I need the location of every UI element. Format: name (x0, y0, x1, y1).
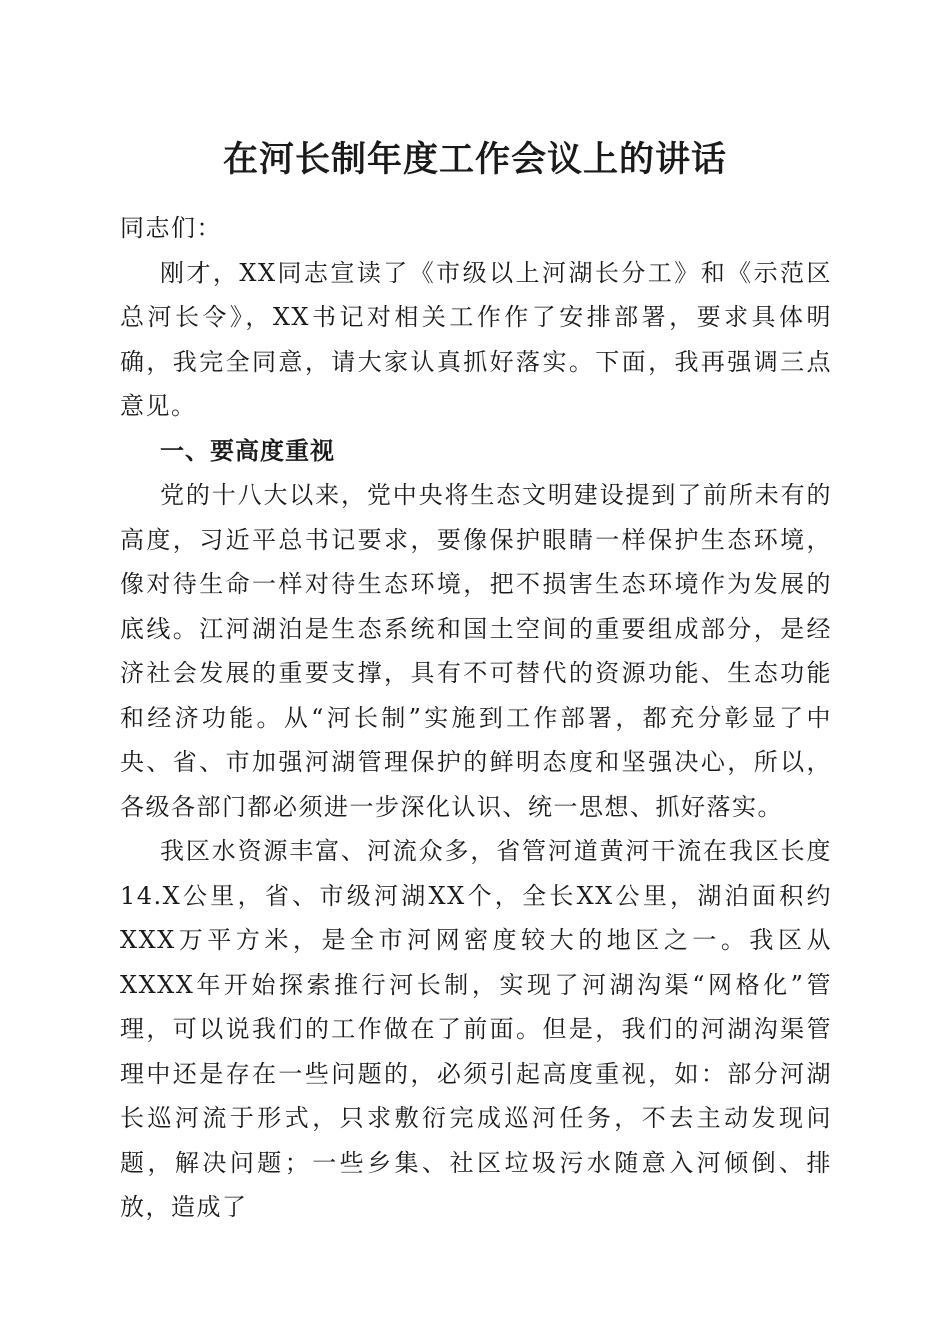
document-title: 在河长制年度工作会议上的讲话 (222, 139, 727, 180)
salutation: 同志们： (120, 214, 222, 242)
section-heading: 一、要高度重视 (160, 436, 335, 465)
body-paragraph: 我区水资源丰富、河流众多，省管河道黄河干流在我区长度14.X公里，省、市级河湖XX个，全长XX公里，湖泊面积约XXX万平方米，是全市河网密度较大的地区之一。我区从XXXX年开始探索推行河长制，实现了河湖沟渠“网格化”管理，可以说我们的工作做在了前面。但是，我们的河湖沟渠管理中还是存在一些问题的，必须引起高度重视，如：部分河湖长巡河流于形式，只求敷衍完成巡河任务，不去主动发现问题，解决问题；一些乡集、社区垃圾污水随意入河倾倒、排放，造成了 (120, 837, 832, 1221)
document-body (120, 206, 832, 1230)
intro-paragraph: 刚才，XX同志宣读了《市级以上河湖长分工》和《示范区总河长令》，XX书记对相关工作作了安排部署，要求具体明确，我完全同意，请大家认真抓好落实。下面，我再强调三点意见。 (120, 258, 832, 420)
body-paragraph: 党的十八大以来，党中央将生态文明建设提到了前所未有的高度，习近平总书记要求，要像保护眼睛一样保护生态环境，像对待生命一样对待生态环境，把不损害生态环境作为发展的底线。江河湖泊是生态系统和国土空间的重要组成部分，是经济社会发展的重要支撑，具有不可替代的资源功能、生态功能和经济功能。从“河长制”实施到工作部署，都充分彰显了中央、省、市加强河湖管理保护的鲜明态度和坚强决心，所以，各级各部门都必须进一步深化认识、统一思想、抓好落实。 (120, 481, 832, 821)
